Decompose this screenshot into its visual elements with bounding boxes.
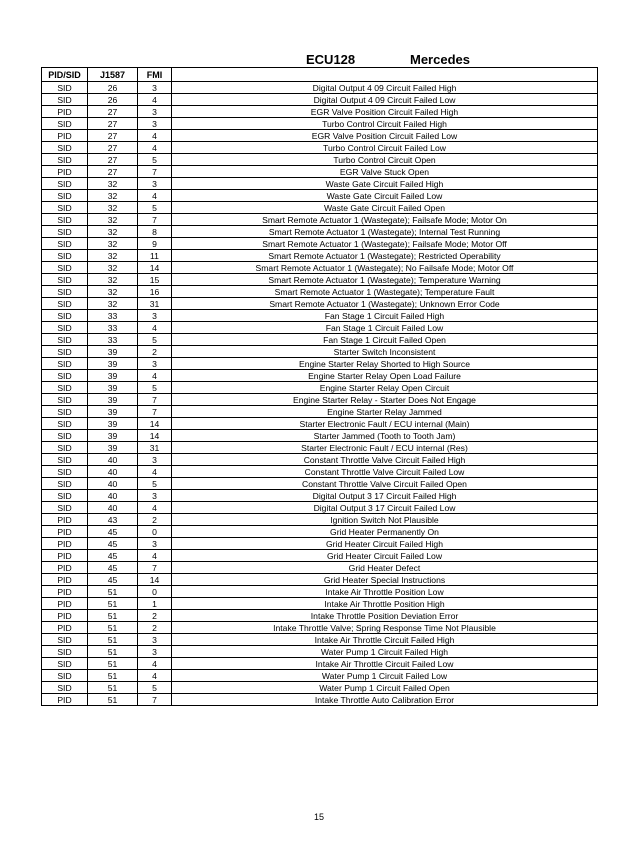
fmi-cell: 5 — [138, 478, 172, 490]
pid-sid-cell: SID — [42, 250, 88, 262]
fmi-cell: 5 — [138, 154, 172, 166]
table-row — [42, 346, 598, 358]
table-row — [42, 118, 598, 130]
description-cell: Grid Heater Defect — [172, 562, 598, 574]
table-row — [42, 466, 598, 478]
pid-sid-cell: SID — [42, 94, 88, 106]
description-cell: Smart Remote Actuator 1 (Wastegate); Unknown Error Code — [172, 298, 598, 310]
table-row — [42, 334, 598, 346]
j1587-cell: 27 — [88, 106, 138, 118]
description-cell: Engine Starter Relay - Starter Does Not Engage — [172, 394, 598, 406]
description-cell: Digital Output 4 09 Circuit Failed Low — [172, 94, 598, 106]
fmi-cell: 11 — [138, 250, 172, 262]
table-row — [42, 586, 598, 598]
j1587-cell: 40 — [88, 490, 138, 502]
fmi-cell: 2 — [138, 514, 172, 526]
pid-sid-cell: PID — [42, 550, 88, 562]
table-row — [42, 322, 598, 334]
fmi-cell: 14 — [138, 418, 172, 430]
fmi-cell: 3 — [138, 454, 172, 466]
pid-sid-cell: SID — [42, 226, 88, 238]
j1587-cell: 40 — [88, 502, 138, 514]
j1587-cell: 32 — [88, 250, 138, 262]
description-cell: Waste Gate Circuit Failed Low — [172, 190, 598, 202]
table-row — [42, 442, 598, 454]
pid-sid-cell: SID — [42, 202, 88, 214]
fmi-cell: 8 — [138, 226, 172, 238]
pid-sid-cell: SID — [42, 82, 88, 94]
description-cell: Turbo Control Circuit Open — [172, 154, 598, 166]
description-cell: Grid Heater Permanently On — [172, 526, 598, 538]
j1587-cell: 32 — [88, 262, 138, 274]
table-row — [42, 598, 598, 610]
fmi-cell: 3 — [138, 310, 172, 322]
table-row — [42, 550, 598, 562]
pid-sid-cell: SID — [42, 394, 88, 406]
fmi-cell: 4 — [138, 322, 172, 334]
j1587-cell: 51 — [88, 670, 138, 682]
pid-sid-cell: PID — [42, 166, 88, 178]
description-cell: Digital Output 3 17 Circuit Failed Low — [172, 502, 598, 514]
description-cell: Water Pump 1 Circuit Failed Open — [172, 682, 598, 694]
pid-sid-cell: SID — [42, 322, 88, 334]
j1587-cell: 45 — [88, 526, 138, 538]
description-cell: Intake Air Throttle Circuit Failed Low — [172, 658, 598, 670]
fmi-cell: 7 — [138, 166, 172, 178]
fmi-cell: 4 — [138, 94, 172, 106]
pid-sid-cell: SID — [42, 334, 88, 346]
table-row — [42, 370, 598, 382]
pid-sid-cell: PID — [42, 598, 88, 610]
table-row — [42, 382, 598, 394]
table-row — [42, 106, 598, 118]
table-row — [42, 478, 598, 490]
table-row — [42, 166, 598, 178]
fmi-cell: 31 — [138, 298, 172, 310]
j1587-cell: 45 — [88, 562, 138, 574]
description-cell: Constant Throttle Valve Circuit Failed Low — [172, 466, 598, 478]
table-row — [42, 406, 598, 418]
page-number: 15 — [313, 812, 324, 822]
j1587-cell: 51 — [88, 646, 138, 658]
pid-sid-cell: SID — [42, 418, 88, 430]
description-cell: EGR Valve Stuck Open — [172, 166, 598, 178]
j1587-cell: 32 — [88, 226, 138, 238]
fmi-cell: 4 — [138, 142, 172, 154]
table-row — [42, 82, 598, 94]
fmi-cell: 3 — [138, 106, 172, 118]
description-cell: Starter Electronic Fault / ECU internal (Res) — [172, 442, 598, 454]
description-cell: EGR Valve Position Circuit Failed Low — [172, 130, 598, 142]
fmi-cell: 3 — [138, 634, 172, 646]
description-cell: Turbo Control Circuit Failed High — [172, 118, 598, 130]
description-cell: Starter Switch Inconsistent — [172, 346, 598, 358]
description-cell: Constant Throttle Valve Circuit Failed High — [172, 454, 598, 466]
description-cell: Grid Heater Circuit Failed High — [172, 538, 598, 550]
pid-sid-cell: SID — [42, 310, 88, 322]
j1587-cell: 39 — [88, 442, 138, 454]
fmi-cell: 7 — [138, 562, 172, 574]
pid-sid-cell: SID — [42, 670, 88, 682]
fmi-cell: 5 — [138, 202, 172, 214]
pid-sid-cell: PID — [42, 130, 88, 142]
description-cell: Starter Jammed (Tooth to Tooth Jam) — [172, 430, 598, 442]
table-row — [42, 214, 598, 226]
j1587-cell: 51 — [88, 586, 138, 598]
fmi-cell: 2 — [138, 622, 172, 634]
j1587-cell: 32 — [88, 286, 138, 298]
fmi-cell: 7 — [138, 406, 172, 418]
pid-sid-cell: SID — [42, 658, 88, 670]
column-header-j1587: J1587 — [88, 68, 138, 82]
table-row — [42, 634, 598, 646]
description-cell: Digital Output 3 17 Circuit Failed High — [172, 490, 598, 502]
table-row — [42, 490, 598, 502]
fmi-cell: 7 — [138, 694, 172, 706]
j1587-cell: 33 — [88, 322, 138, 334]
fmi-cell: 31 — [138, 442, 172, 454]
j1587-cell: 39 — [88, 430, 138, 442]
fmi-cell: 14 — [138, 430, 172, 442]
table-row — [42, 430, 598, 442]
description-cell: Intake Air Throttle Position Low — [172, 586, 598, 598]
table-row — [42, 646, 598, 658]
j1587-cell: 51 — [88, 610, 138, 622]
j1587-cell: 32 — [88, 190, 138, 202]
fmi-cell: 2 — [138, 610, 172, 622]
fmi-cell: 4 — [138, 190, 172, 202]
table-row — [42, 682, 598, 694]
j1587-cell: 51 — [88, 658, 138, 670]
table-row — [42, 694, 598, 706]
j1587-cell: 39 — [88, 394, 138, 406]
table-row — [42, 250, 598, 262]
j1587-cell: 51 — [88, 682, 138, 694]
table-row — [42, 610, 598, 622]
j1587-cell: 32 — [88, 178, 138, 190]
description-cell: Fan Stage 1 Circuit Failed Low — [172, 322, 598, 334]
fmi-cell: 4 — [138, 658, 172, 670]
description-cell: Smart Remote Actuator 1 (Wastegate); Temperature Warning — [172, 274, 598, 286]
table-row — [42, 526, 598, 538]
j1587-cell: 26 — [88, 82, 138, 94]
pid-sid-cell: PID — [42, 538, 88, 550]
j1587-cell: 43 — [88, 514, 138, 526]
table-row — [42, 514, 598, 526]
fmi-cell: 15 — [138, 274, 172, 286]
fmi-cell: 1 — [138, 598, 172, 610]
description-cell: Engine Starter Relay Shorted to High Source — [172, 358, 598, 370]
pid-sid-cell: SID — [42, 286, 88, 298]
j1587-cell: 39 — [88, 382, 138, 394]
j1587-cell: 39 — [88, 418, 138, 430]
table-row — [42, 190, 598, 202]
fmi-cell: 7 — [138, 394, 172, 406]
fmi-cell: 7 — [138, 214, 172, 226]
description-cell: Intake Throttle Position Deviation Error — [172, 610, 598, 622]
j1587-cell: 40 — [88, 454, 138, 466]
j1587-cell: 51 — [88, 622, 138, 634]
table-row — [42, 94, 598, 106]
j1587-cell: 40 — [88, 466, 138, 478]
description-cell: Smart Remote Actuator 1 (Wastegate); Restricted Operability — [172, 250, 598, 262]
j1587-cell: 32 — [88, 238, 138, 250]
table-row — [42, 154, 598, 166]
pid-sid-cell: PID — [42, 622, 88, 634]
fmi-cell: 3 — [138, 646, 172, 658]
pid-sid-cell: SID — [42, 238, 88, 250]
description-cell: EGR Valve Position Circuit Failed High — [172, 106, 598, 118]
j1587-cell: 27 — [88, 154, 138, 166]
pid-sid-cell: SID — [42, 406, 88, 418]
pid-sid-cell: SID — [42, 190, 88, 202]
pid-sid-cell: SID — [42, 442, 88, 454]
pid-sid-cell: SID — [42, 358, 88, 370]
pid-sid-cell: PID — [42, 562, 88, 574]
fmi-cell: 3 — [138, 538, 172, 550]
description-cell: Digital Output 4 09 Circuit Failed High — [172, 82, 598, 94]
table-row — [42, 142, 598, 154]
pid-sid-cell: PID — [42, 514, 88, 526]
fmi-cell: 3 — [138, 490, 172, 502]
pid-sid-cell: SID — [42, 382, 88, 394]
pid-sid-cell: SID — [42, 478, 88, 490]
table-row — [42, 358, 598, 370]
pid-sid-cell: SID — [42, 142, 88, 154]
table-row — [42, 418, 598, 430]
pid-sid-cell: SID — [42, 454, 88, 466]
description-cell: Intake Air Throttle Position High — [172, 598, 598, 610]
description-cell: Engine Starter Relay Open Circuit — [172, 382, 598, 394]
fmi-cell: 9 — [138, 238, 172, 250]
description-cell: Waste Gate Circuit Failed Open — [172, 202, 598, 214]
pid-sid-cell: SID — [42, 214, 88, 226]
j1587-cell: 51 — [88, 598, 138, 610]
description-cell: Fan Stage 1 Circuit Failed High — [172, 310, 598, 322]
fmi-cell: 5 — [138, 334, 172, 346]
description-cell: Smart Remote Actuator 1 (Wastegate); Internal Test Running — [172, 226, 598, 238]
table-row — [42, 502, 598, 514]
pid-sid-cell: SID — [42, 370, 88, 382]
j1587-cell: 45 — [88, 550, 138, 562]
j1587-cell: 27 — [88, 142, 138, 154]
pid-sid-cell: SID — [42, 178, 88, 190]
fmi-cell: 0 — [138, 586, 172, 598]
fmi-cell: 3 — [138, 358, 172, 370]
j1587-cell: 45 — [88, 574, 138, 586]
table-row — [42, 238, 598, 250]
fmi-cell: 16 — [138, 286, 172, 298]
fmi-cell: 14 — [138, 262, 172, 274]
pid-sid-cell: PID — [42, 526, 88, 538]
table-row — [42, 574, 598, 586]
table-header-row — [42, 68, 598, 82]
j1587-cell: 45 — [88, 538, 138, 550]
table-row — [42, 538, 598, 550]
fmi-cell: 4 — [138, 502, 172, 514]
column-header-pid-sid: PID/SID — [42, 68, 88, 82]
j1587-cell: 32 — [88, 214, 138, 226]
table-row — [42, 670, 598, 682]
description-cell: Fan Stage 1 Circuit Failed Open — [172, 334, 598, 346]
table-row — [42, 262, 598, 274]
description-cell: Intake Throttle Auto Calibration Error — [172, 694, 598, 706]
description-cell: Smart Remote Actuator 1 (Wastegate); Failsafe Mode; Motor Off — [172, 238, 598, 250]
table-body — [42, 82, 598, 706]
pid-sid-cell: SID — [42, 346, 88, 358]
j1587-cell: 26 — [88, 94, 138, 106]
brand-title: Mercedes — [410, 52, 470, 67]
pid-sid-cell: SID — [42, 466, 88, 478]
pid-sid-cell: SID — [42, 430, 88, 442]
fmi-cell: 4 — [138, 370, 172, 382]
j1587-cell: 32 — [88, 202, 138, 214]
fmi-cell: 3 — [138, 118, 172, 130]
description-cell: Water Pump 1 Circuit Failed High — [172, 646, 598, 658]
description-cell: Intake Throttle Valve; Spring Response Time Not Plausible — [172, 622, 598, 634]
fault-code-table — [41, 67, 598, 706]
description-cell: Ignition Switch Not Plausible — [172, 514, 598, 526]
fmi-cell: 4 — [138, 466, 172, 478]
description-cell: Constant Throttle Valve Circuit Failed Open — [172, 478, 598, 490]
description-cell: Smart Remote Actuator 1 (Wastegate); Failsafe Mode; Motor On — [172, 214, 598, 226]
fmi-cell: 3 — [138, 82, 172, 94]
j1587-cell: 51 — [88, 634, 138, 646]
table-row — [42, 130, 598, 142]
fmi-cell: 5 — [138, 682, 172, 694]
column-header-description — [172, 68, 598, 82]
pid-sid-cell: SID — [42, 274, 88, 286]
j1587-cell: 39 — [88, 358, 138, 370]
table-row — [42, 178, 598, 190]
table-row — [42, 202, 598, 214]
table-row — [42, 394, 598, 406]
description-cell: Engine Starter Relay Jammed — [172, 406, 598, 418]
table-row — [42, 622, 598, 634]
description-cell: Smart Remote Actuator 1 (Wastegate); Temperature Fault — [172, 286, 598, 298]
description-cell: Waste Gate Circuit Failed High — [172, 178, 598, 190]
pid-sid-cell: SID — [42, 298, 88, 310]
fmi-cell: 4 — [138, 670, 172, 682]
table-row — [42, 658, 598, 670]
fmi-cell: 4 — [138, 130, 172, 142]
pid-sid-cell: SID — [42, 154, 88, 166]
j1587-cell: 39 — [88, 406, 138, 418]
j1587-cell: 32 — [88, 298, 138, 310]
pid-sid-cell: SID — [42, 502, 88, 514]
description-cell: Starter Electronic Fault / ECU internal (Main) — [172, 418, 598, 430]
fmi-cell: 0 — [138, 526, 172, 538]
pid-sid-cell: PID — [42, 586, 88, 598]
table-row — [42, 226, 598, 238]
pid-sid-cell: SID — [42, 634, 88, 646]
description-cell: Water Pump 1 Circuit Failed Low — [172, 670, 598, 682]
pid-sid-cell: SID — [42, 646, 88, 658]
fmi-cell: 2 — [138, 346, 172, 358]
table-row — [42, 274, 598, 286]
j1587-cell: 39 — [88, 370, 138, 382]
column-header-fmi: FMI — [138, 68, 172, 82]
pid-sid-cell: PID — [42, 106, 88, 118]
description-cell: Engine Starter Relay Open Load Failure — [172, 370, 598, 382]
fmi-cell: 5 — [138, 382, 172, 394]
pid-sid-cell: PID — [42, 610, 88, 622]
j1587-cell: 51 — [88, 694, 138, 706]
table-row — [42, 562, 598, 574]
description-cell: Grid Heater Circuit Failed Low — [172, 550, 598, 562]
fmi-cell: 14 — [138, 574, 172, 586]
j1587-cell: 39 — [88, 346, 138, 358]
table-row — [42, 286, 598, 298]
j1587-cell: 33 — [88, 334, 138, 346]
pid-sid-cell: SID — [42, 682, 88, 694]
j1587-cell: 27 — [88, 130, 138, 142]
description-cell: Grid Heater Special Instructions — [172, 574, 598, 586]
j1587-cell: 27 — [88, 166, 138, 178]
pid-sid-cell: SID — [42, 262, 88, 274]
j1587-cell: 33 — [88, 310, 138, 322]
fmi-cell: 4 — [138, 550, 172, 562]
j1587-cell: 27 — [88, 118, 138, 130]
table-row — [42, 298, 598, 310]
table-row — [42, 310, 598, 322]
j1587-cell: 40 — [88, 478, 138, 490]
fmi-cell: 3 — [138, 178, 172, 190]
ecu-title: ECU128 — [306, 52, 356, 67]
table-row — [42, 454, 598, 466]
pid-sid-cell: SID — [42, 490, 88, 502]
description-cell: Intake Air Throttle Circuit Failed High — [172, 634, 598, 646]
description-cell: Smart Remote Actuator 1 (Wastegate); No Failsafe Mode; Motor Off — [172, 262, 598, 274]
pid-sid-cell: PID — [42, 574, 88, 586]
pid-sid-cell: SID — [42, 118, 88, 130]
j1587-cell: 32 — [88, 274, 138, 286]
description-cell: Turbo Control Circuit Failed Low — [172, 142, 598, 154]
pid-sid-cell: PID — [42, 694, 88, 706]
